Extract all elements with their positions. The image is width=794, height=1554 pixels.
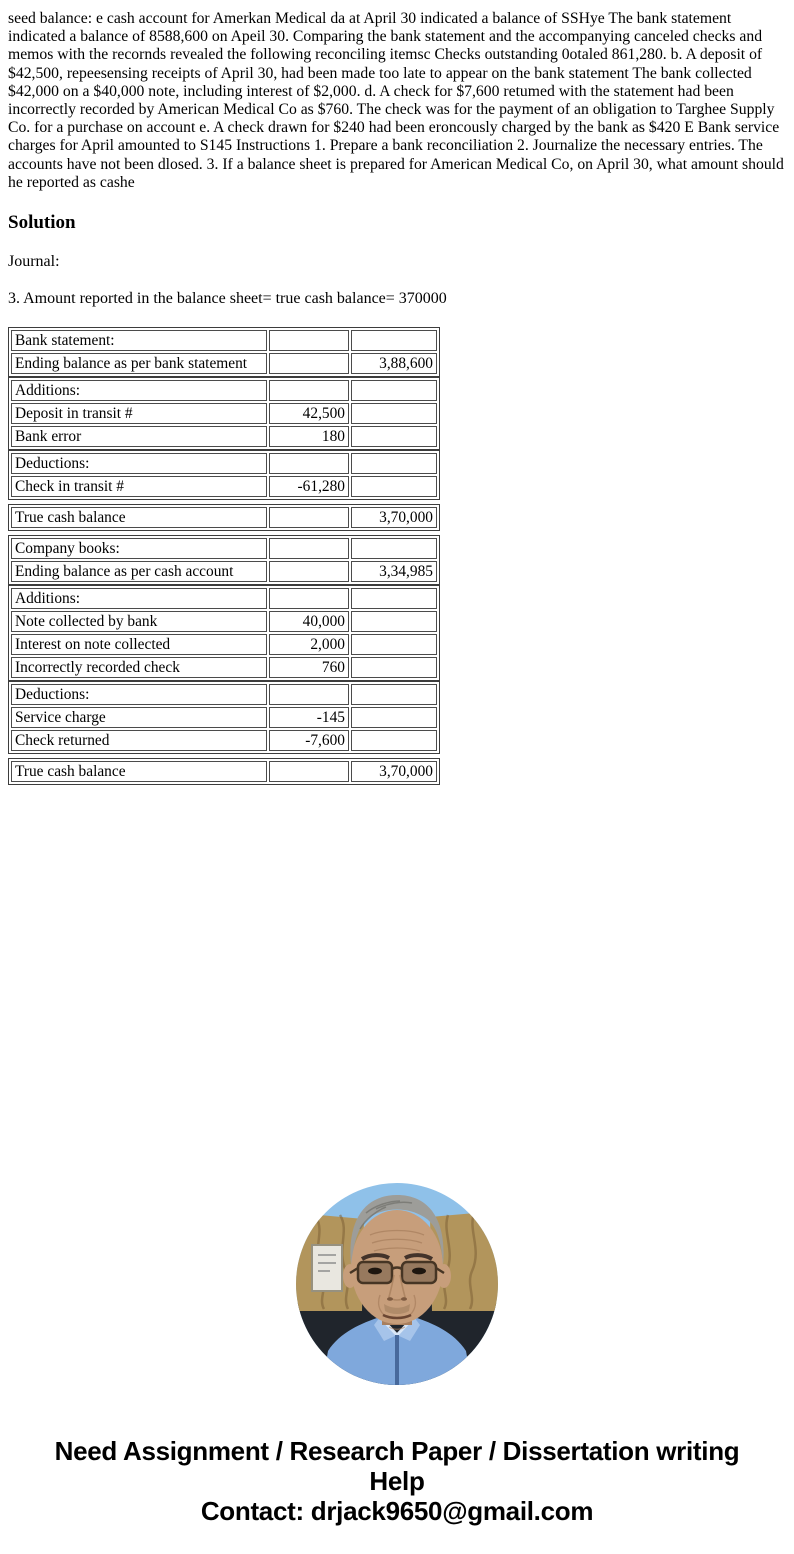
table-cell-amount (269, 353, 349, 374)
table-row (11, 657, 437, 678)
table-cell-description: Service charge (11, 707, 267, 728)
avatar-ear-right (437, 1264, 451, 1288)
table-cell-description: Deposit in transit # (11, 403, 267, 424)
journal-label: Journal: (8, 253, 60, 271)
table-row (11, 538, 437, 559)
table-cell-description: Interest on note collected (11, 634, 267, 655)
table-row (11, 707, 437, 728)
table-cell-amount: -61,280 (269, 476, 349, 497)
recon-section-bank-deductions (8, 450, 440, 500)
table-cell-amount: -7,600 (269, 730, 349, 751)
avatar-nostril-left (387, 1297, 393, 1301)
table-cell-amount (269, 561, 349, 582)
table-cell-amount: 2,000 (269, 634, 349, 655)
table-cell-total (351, 611, 437, 632)
table-cell-total (351, 403, 437, 424)
table-cell-description: Ending balance as per bank statement (11, 353, 267, 374)
table-cell-amount: 42,500 (269, 403, 349, 424)
table-row (11, 353, 437, 374)
true-cash-note: 3. Amount reported in the balance sheet= true cash balance= 370000 (8, 290, 447, 308)
avatar-ear-left (343, 1264, 357, 1288)
table-cell-description: Bank statement: (11, 330, 267, 351)
avatar-nostril-right (401, 1297, 407, 1301)
table-cell-amount (269, 761, 349, 782)
avatar-container (8, 1183, 786, 1390)
table-row (11, 761, 437, 782)
table-row (11, 561, 437, 582)
table-cell-amount: 760 (269, 657, 349, 678)
problem-text: seed balance: e cash account for Amerkan Medical da at April 30 indicated a balance of SSHye The bank statement indicated a balance of 8588,600 on Apeil 30. Comparing the bank statement and the accompanying canceled checks and memos with the recornds revealed the following reconciling itemsc Checks outstanding 0otaled 861,280. b. A deposit of $42,500, repeesensing receipts of April 30, had been made too late to appear on the bank statement The bank collected $42,000 on a $40,000 note, including interest of $2,000. d. A check for $7,600 retumed with the statement had been incorrectly recorded by American Medical Co as $760. The check was for the payment of an obligation to Targhee Supply Co. for a purchase on account e. A check drawn for $240 had been eroncously charged by the bank as $420 E Bank service charges for April amounted to S145 Instructions 1. Prepare a bank reconciliation 2. Journalize the necessary entries. The accounts have not been dlosed. 3. If a balance sheet is prepared for American Medical Co, on April 30, what amount should he reported as cashe (8, 10, 784, 191)
recon-section-bank-true-cash (8, 504, 440, 531)
table-cell-description: Company books: (11, 538, 267, 559)
table-row (11, 507, 437, 528)
tutor-avatar-photo (296, 1183, 498, 1385)
table-cell-amount (269, 507, 349, 528)
table-cell-total (351, 380, 437, 401)
contact-email-text: Contact: drjack9650@gmail.com (200, 1496, 594, 1527)
table-cell-description: Check returned (11, 730, 267, 751)
footer-ad (8, 1436, 786, 1526)
solution-heading: Solution (8, 212, 76, 234)
table-cell-total: 3,70,000 (351, 761, 437, 782)
table-row (11, 426, 437, 447)
table-cell-total: 3,88,600 (351, 353, 437, 374)
table-cell-description: True cash balance (11, 761, 267, 782)
table-cell-total (351, 538, 437, 559)
table-cell-description: Check in transit # (11, 476, 267, 497)
table-cell-description: Bank error (11, 426, 267, 447)
table-row (11, 476, 437, 497)
recon-section-company-books (8, 535, 440, 585)
table-cell-description: Deductions: (11, 453, 267, 474)
table-cell-total: 3,34,985 (351, 561, 437, 582)
table-cell-total (351, 707, 437, 728)
table-cell-total (351, 730, 437, 751)
table-cell-total (351, 657, 437, 678)
table-cell-description: Additions: (11, 380, 267, 401)
table-cell-total (351, 588, 437, 609)
table-row (11, 588, 437, 609)
table-cell-amount (269, 330, 349, 351)
avatar-glasses-lens-right (402, 1262, 436, 1283)
recon-section-bank-statement (8, 327, 440, 377)
table-cell-amount: -145 (269, 707, 349, 728)
recon-section-bank-additions (8, 377, 440, 450)
table-cell-total (351, 634, 437, 655)
table-row (11, 330, 437, 351)
table-cell-total (351, 330, 437, 351)
avatar-wall-frame (312, 1245, 342, 1291)
table-row (11, 730, 437, 751)
table-cell-description: Ending balance as per cash account (11, 561, 267, 582)
recon-section-book-true-cash (8, 758, 440, 785)
table-cell-total (351, 684, 437, 705)
recon-section-book-additions (8, 585, 440, 681)
table-cell-amount (269, 684, 349, 705)
recon-section-book-deductions (8, 681, 440, 754)
table-cell-amount (269, 453, 349, 474)
avatar-glasses-lens-left (358, 1262, 392, 1283)
table-cell-total: 3,70,000 (351, 507, 437, 528)
table-row (11, 634, 437, 655)
table-cell-amount: 180 (269, 426, 349, 447)
table-cell-total (351, 453, 437, 474)
table-row (11, 611, 437, 632)
table-cell-description: Incorrectly recorded check (11, 657, 267, 678)
table-row (11, 684, 437, 705)
table-cell-amount (269, 588, 349, 609)
table-cell-description: Additions: (11, 588, 267, 609)
table-cell-amount (269, 380, 349, 401)
table-cell-description: True cash balance (11, 507, 267, 528)
table-cell-total (351, 476, 437, 497)
bank-reconciliation-table (8, 327, 786, 785)
table-cell-amount: 40,000 (269, 611, 349, 632)
table-cell-description: Note collected by bank (11, 611, 267, 632)
help-offer-text: Need Assignment / Research Paper / Dissertation writing Help (54, 1436, 740, 1497)
table-cell-total (351, 426, 437, 447)
table-row (11, 403, 437, 424)
table-cell-amount (269, 538, 349, 559)
table-cell-description: Deductions: (11, 684, 267, 705)
table-row (11, 453, 437, 474)
table-row (11, 380, 437, 401)
